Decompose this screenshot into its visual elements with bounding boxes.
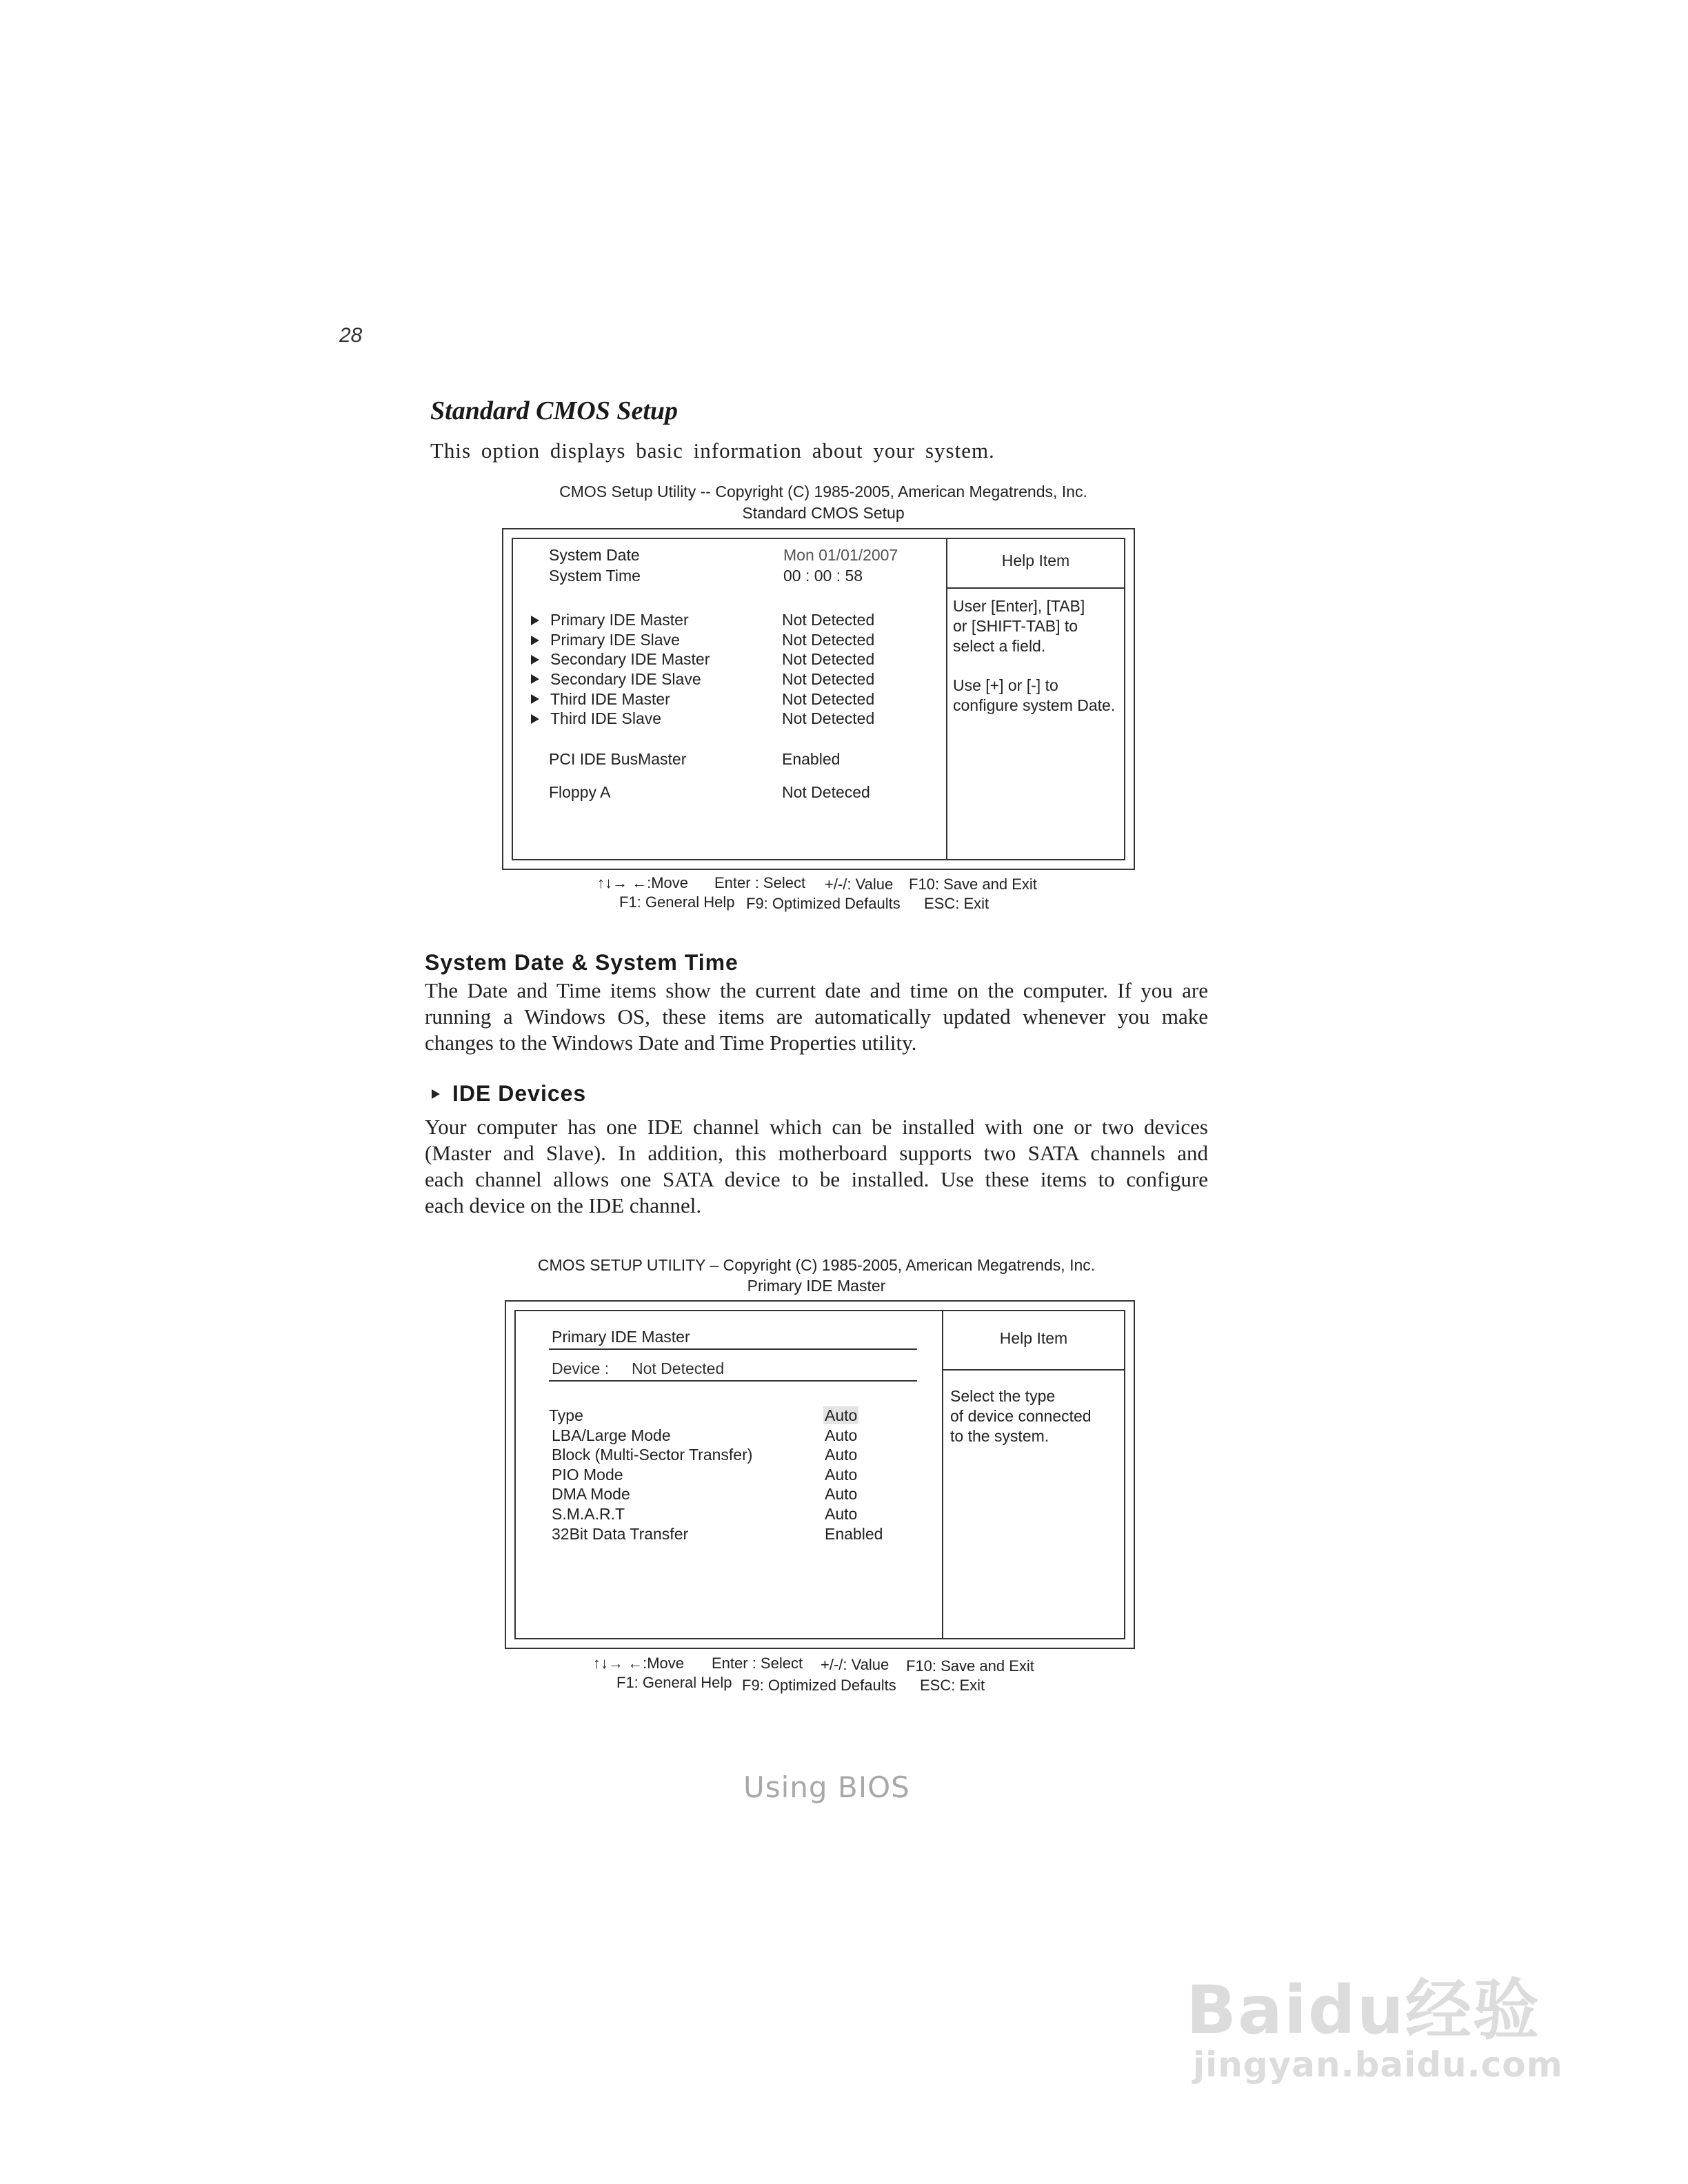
screen2-panel-title: Primary IDE Master [552, 1328, 690, 1346]
screen1-key-enter: Enter : Select [714, 874, 806, 891]
screen1-key-f10: F10: Save and Exit [909, 876, 1037, 893]
lba-large-mode-label[interactable]: LBA/Large Mode [552, 1426, 671, 1444]
dma-mode-label[interactable]: DMA Mode [552, 1485, 630, 1503]
primary-ide-slave-label[interactable]: Primary IDE Slave [550, 631, 680, 649]
paragraph-line: running a Windows OS, these items are automatically updated whenever you make [425, 1004, 1208, 1029]
intro-text: This option displays basic information about your system. [430, 438, 995, 463]
ide-devices-heading: IDE Devices [452, 1081, 587, 1106]
system-date-value[interactable]: Mon 01/01/2007 [783, 546, 898, 564]
screen2-bios-panel [514, 1310, 1125, 1639]
primary-ide-master-value: Not Detected [782, 611, 875, 629]
screen2-divider [942, 1311, 943, 1638]
screen1-help-line: select a field. [953, 637, 1046, 655]
system-date-time-paragraph [425, 978, 1208, 1056]
system-time-value[interactable]: 00 : 00 : 58 [783, 567, 863, 585]
secondary-ide-master-label[interactable]: Secondary IDE Master [550, 650, 710, 668]
screen2-key-f10: F10: Save and Exit [906, 1657, 1034, 1675]
smart-value[interactable]: Auto [825, 1505, 858, 1523]
screen1-key-f1: F1: General Help [619, 893, 735, 911]
page-number: 28 [339, 324, 363, 347]
footer-title: Using BIOS [743, 1770, 910, 1804]
screen2-help-line: to the system. [950, 1427, 1049, 1445]
screen1-bios-frame [502, 528, 1135, 870]
section-title: Standard CMOS Setup [430, 396, 679, 425]
screen2-key-value: +/-/: Value [821, 1656, 890, 1673]
watermark-url: jingyan.baidu.com [1193, 2045, 1563, 2085]
screen2-caption-line2: Primary IDE Master [747, 1277, 886, 1295]
screen2-help-line: of device connected [950, 1407, 1092, 1425]
type-value[interactable] [823, 1406, 858, 1425]
screen1-caption-line1: CMOS Setup Utility -- Copyright (C) 1985-2005, American Megatrends, Inc. [559, 483, 1087, 501]
submenu-arrow-icon [531, 694, 539, 704]
dma-mode-value[interactable]: Auto [825, 1485, 858, 1503]
screen2-bios-frame [505, 1300, 1135, 1649]
pci-ide-busmaster-value[interactable]: Enabled [782, 750, 841, 768]
screen1-help-line: or [SHIFT-TAB] to [953, 617, 1078, 635]
system-date-time-heading: System Date & System Time [425, 950, 738, 975]
third-ide-slave-value: Not Detected [782, 709, 875, 727]
paragraph-line: changes to the Windows Date and Time Properties utility. [425, 1031, 917, 1055]
screen2-caption-line1: CMOS SETUP UTILITY – Copyright (C) 1985-2005, American Megatrends, Inc. [537, 1256, 1096, 1274]
secondary-ide-slave-value: Not Detected [782, 670, 875, 688]
screen1-help-title: Help Item [1001, 552, 1070, 569]
lba-large-mode-value[interactable]: Auto [825, 1426, 858, 1444]
submenu-arrow-icon [531, 655, 539, 665]
floppy-a-label[interactable]: Floppy A [549, 783, 611, 801]
floppy-a-value[interactable]: Not Deteced [782, 783, 870, 801]
screen1-help-line: Use [+] or [-] to [953, 676, 1058, 694]
paragraph-line: (Master and Slave). In addition, this motherboard supports two SATA channels and [425, 1141, 1208, 1165]
type-value-text[interactable]: Auto [825, 1406, 858, 1424]
third-ide-slave-label[interactable]: Third IDE Slave [550, 709, 662, 727]
paragraph-line: The Date and Time items show the current date and time on the computer. If you are [425, 978, 1208, 1002]
third-ide-master-label[interactable]: Third IDE Master [550, 690, 670, 708]
type-label[interactable]: Type [549, 1406, 583, 1424]
secondary-ide-slave-label[interactable]: Secondary IDE Slave [550, 670, 701, 688]
screen1-key-move: ↑↓→ ←:Move [597, 874, 689, 891]
smart-label[interactable]: S.M.A.R.T [552, 1505, 625, 1523]
screen2-help-line: Select the type [950, 1387, 1056, 1405]
submenu-arrow-icon [531, 674, 539, 684]
ide-devices-arrow-icon [432, 1089, 440, 1099]
block-transfer-value[interactable]: Auto [825, 1446, 858, 1464]
screen1-bios-panel [512, 538, 1125, 860]
submenu-arrow-icon [531, 616, 539, 625]
screen2-help-divider [943, 1369, 1124, 1371]
screen1-help-line: User [Enter], [TAB] [953, 597, 1085, 615]
secondary-ide-master-value: Not Detected [782, 650, 875, 668]
paragraph-line: Your computer has one IDE channel which can be installed with one or two devices [425, 1115, 1208, 1139]
pci-ide-busmaster-label[interactable]: PCI IDE BusMaster [549, 750, 687, 768]
screen2-key-move: ↑↓→ ←:Move [593, 1655, 685, 1672]
screen1-key-value: +/-/: Value [825, 876, 894, 893]
screen1-caption-line2: Standard CMOS Setup [742, 504, 905, 522]
screen2-key-enter: Enter : Select [712, 1655, 803, 1672]
system-date-label[interactable]: System Date [549, 546, 640, 564]
third-ide-master-value: Not Detected [782, 690, 875, 708]
device-label: Device : [552, 1359, 610, 1377]
primary-ide-slave-value: Not Detected [782, 631, 875, 649]
device-value: Not Detected [632, 1359, 725, 1377]
screen2-device-underline [549, 1380, 917, 1382]
submenu-arrow-icon [531, 636, 539, 645]
screen1-key-f9: F9: Optimized Defaults [746, 895, 901, 912]
ide-devices-paragraph [425, 1114, 1208, 1219]
32bit-transfer-label[interactable]: 32Bit Data Transfer [552, 1525, 689, 1543]
submenu-arrow-icon [531, 714, 539, 724]
screen1-help-line: configure system Date. [953, 696, 1116, 714]
watermark-logo: Baidu经验 [1186, 1972, 1540, 2049]
paragraph-line: each channel allows one SATA device to be installed. Use these items to configure [425, 1167, 1208, 1191]
32bit-transfer-value[interactable]: Enabled [825, 1525, 883, 1543]
paragraph-line: each device on the IDE channel. [425, 1193, 702, 1217]
screen1-help-divider [947, 587, 1124, 589]
screen2-key-f1: F1: General Help [616, 1674, 732, 1691]
screen2-help-title: Help Item [999, 1329, 1068, 1347]
screen2-key-f9: F9: Optimized Defaults [742, 1677, 896, 1694]
pio-mode-value[interactable]: Auto [825, 1466, 858, 1484]
screen1-key-esc: ESC: Exit [924, 895, 989, 912]
screen2-key-esc: ESC: Exit [920, 1677, 985, 1694]
primary-ide-master-label[interactable]: Primary IDE Master [550, 611, 689, 629]
screen2-title-underline [549, 1348, 917, 1350]
system-time-label[interactable]: System Time [549, 567, 641, 585]
pio-mode-label[interactable]: PIO Mode [552, 1466, 623, 1484]
block-transfer-label[interactable]: Block (Multi-Sector Transfer) [552, 1446, 753, 1464]
